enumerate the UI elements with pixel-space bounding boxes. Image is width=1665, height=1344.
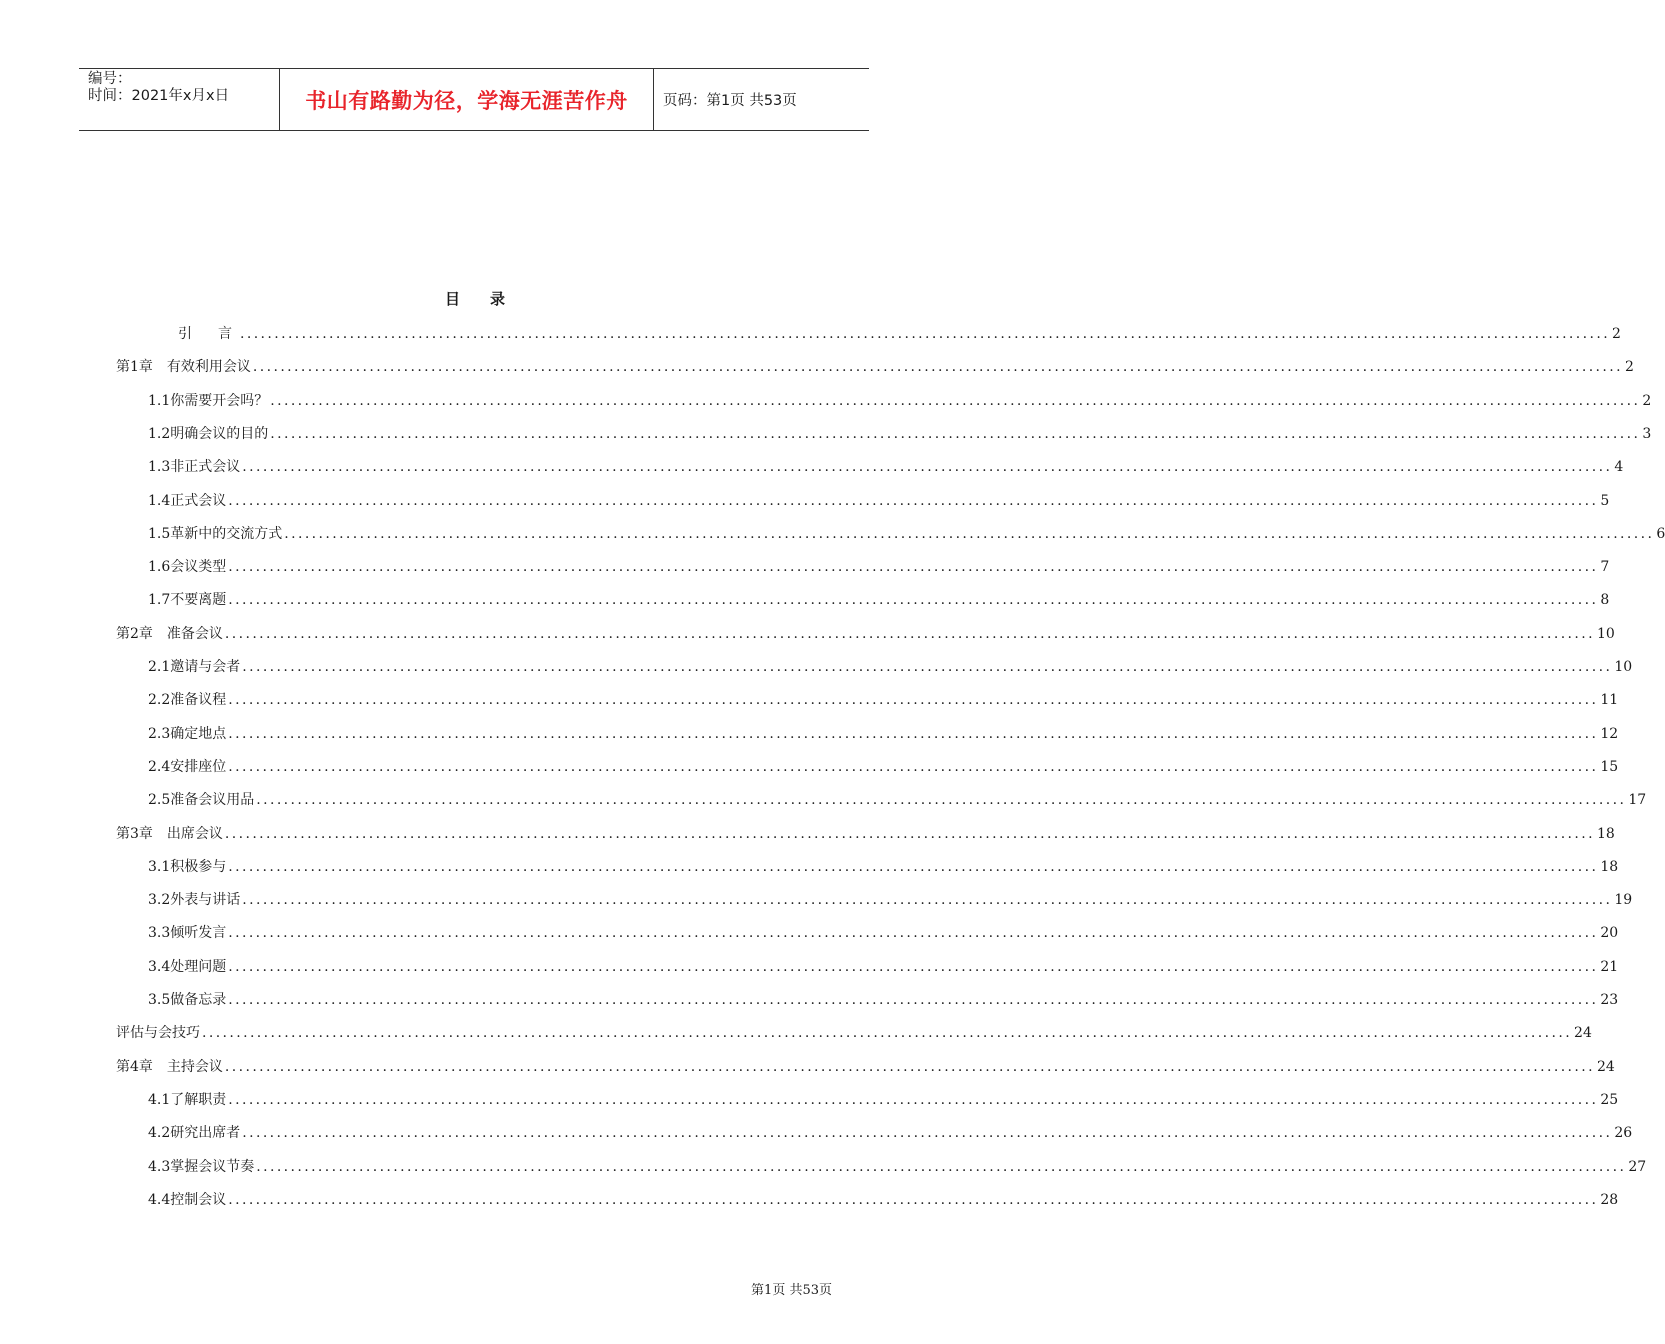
toc-leader-dots: ........................................................................................................................................................................................................ xyxy=(228,1192,1599,1208)
toc-entry[interactable] xyxy=(116,1023,1592,1043)
toc-entry-label: 1.3非正式会议 xyxy=(148,459,241,475)
toc-entry[interactable] xyxy=(148,491,1610,511)
toc-entry[interactable] xyxy=(148,724,1619,744)
toc-title: 目录 xyxy=(444,290,535,308)
toc-entry-page: 20 xyxy=(1600,925,1619,941)
toc-leader-dots: ........................................................................................................................................................................................................ xyxy=(270,393,1641,409)
toc-entry-label: 1.2明确会议的目的 xyxy=(148,426,269,442)
toc-entry-label: 4.4控制会议 xyxy=(148,1192,227,1208)
toc-entry-label: 3.4处理问题 xyxy=(148,959,227,975)
toc-entry-page: 15 xyxy=(1600,759,1619,775)
toc-leader-dots: ........................................................................................................................................................................................................ xyxy=(242,659,1613,675)
toc-entry-label: 第4章 主持会议 xyxy=(116,1059,223,1075)
toc-entry-label: 第2章 准备会议 xyxy=(116,626,223,642)
toc-entry[interactable] xyxy=(148,1090,1619,1110)
toc-entry-page: 5 xyxy=(1600,493,1610,509)
header-motto-cell xyxy=(280,69,654,130)
toc-entry-label: 第3章 出席会议 xyxy=(116,826,223,842)
toc-entry-label: 引 言 xyxy=(178,326,238,342)
toc-entry-page: 11 xyxy=(1600,692,1619,708)
toc-leader-dots: ........................................................................................................................................................................................................ xyxy=(256,792,1627,808)
toc-leader-dots: ........................................................................................................................................................................................................ xyxy=(242,1125,1613,1141)
toc-leader-dots: ........................................................................................................................................................................................................ xyxy=(228,759,1599,775)
toc-entry-page: 2 xyxy=(1612,326,1621,342)
toc-entry[interactable] xyxy=(148,657,1633,677)
toc-entry-page: 4 xyxy=(1614,459,1624,475)
toc-leader-dots: ........................................................................................................................................................................................................ xyxy=(252,359,1623,375)
toc-entry[interactable] xyxy=(148,757,1619,777)
toc-entry-label: 第1章 有效利用会议 xyxy=(116,359,251,375)
toc-entry-page: 10 xyxy=(1614,659,1633,675)
toc-leader-dots: ........................................................................................................................................................................................................ xyxy=(228,559,1599,575)
toc-entry-page: 27 xyxy=(1628,1159,1647,1175)
toc-entry[interactable] xyxy=(148,923,1619,943)
toc-leader-dots: ........................................................................................................................................................................................................ xyxy=(224,826,1595,842)
toc-leader-dots: ........................................................................................................................................................................................................ xyxy=(242,459,1613,475)
toc-leader-dots: ........................................................................................................................................................................................................ xyxy=(224,1059,1595,1075)
toc-entry-page: 2 xyxy=(1642,393,1652,409)
toc-entry-label: 3.1积极参与 xyxy=(148,859,227,875)
toc-entry-label: 2.2准备议程 xyxy=(148,692,227,708)
toc-entry-label: 4.3掌握会议节奏 xyxy=(148,1159,255,1175)
document-number: 编号： xyxy=(88,71,132,87)
toc-entry-page: 8 xyxy=(1600,592,1610,608)
toc-leader-dots: ........................................................................................................................................................................................................ xyxy=(228,959,1599,975)
toc-leader-dots: ........................................................................................................................................................................................................ xyxy=(270,426,1641,442)
header-page-number: 页码：第1页 共53页 xyxy=(663,93,797,109)
toc-entry[interactable] xyxy=(148,690,1619,710)
toc-leader-dots: ........................................................................................................................................................................................................ xyxy=(284,526,1655,542)
toc-entry-page: 23 xyxy=(1600,992,1619,1008)
toc-entry-label: 2.1邀请与会者 xyxy=(148,659,241,675)
toc-entry[interactable] xyxy=(116,357,1634,377)
toc-entry[interactable] xyxy=(148,1190,1619,1210)
toc-entry-page: 18 xyxy=(1596,826,1615,842)
toc-entry-label: 2.4安排座位 xyxy=(148,759,227,775)
toc-leader-dots: ........................................................................................................................................................................................................ xyxy=(228,692,1599,708)
toc-entry[interactable] xyxy=(148,790,1647,810)
toc-entry-page: 10 xyxy=(1596,626,1615,642)
toc-entry-label: 1.7不要离题 xyxy=(148,592,227,608)
toc-entry-label: 2.5准备会议用品 xyxy=(148,792,255,808)
toc-leader-dots: ........................................................................................................................................................................................................ xyxy=(228,992,1599,1008)
toc-entry[interactable] xyxy=(148,957,1619,977)
toc-entry-page: 25 xyxy=(1600,1092,1619,1108)
toc-entry-label: 3.2外表与讲话 xyxy=(148,892,241,908)
toc-entry-label: 3.5做备忘录 xyxy=(148,992,227,1008)
document-date: 时间：2021年x月x日 xyxy=(88,88,230,104)
toc-entry-page: 26 xyxy=(1614,1125,1633,1141)
toc-leader-dots: ........................................................................................................................................................................................................ xyxy=(202,1025,1573,1041)
toc-entry-page: 24 xyxy=(1596,1059,1615,1075)
toc-leader-dots: ........................................................................................................................................................................................................ xyxy=(228,726,1599,742)
toc-entry-label: 1.1你需要开会吗？ xyxy=(148,393,269,409)
toc-entry[interactable] xyxy=(178,324,1621,344)
toc-entry[interactable] xyxy=(148,857,1619,877)
header-meta xyxy=(79,69,280,130)
toc-leader-dots: ........................................................................................................................................................................................................ xyxy=(228,925,1599,941)
toc-entry-label: 1.4正式会议 xyxy=(148,493,227,509)
toc-entry-page: 7 xyxy=(1600,559,1610,575)
toc-entry-label: 2.3确定地点 xyxy=(148,726,227,742)
toc-entry[interactable] xyxy=(116,1057,1615,1077)
toc-leader-dots: ........................................................................................................................................................................................................ xyxy=(228,493,1599,509)
toc-entry[interactable] xyxy=(148,391,1652,411)
toc-entry[interactable] xyxy=(148,590,1610,610)
toc-entry-page: 28 xyxy=(1600,1192,1619,1208)
toc-entry[interactable] xyxy=(148,524,1665,544)
header-motto: 书山有路勤为径，学海无涯苦作舟 xyxy=(305,88,628,113)
toc-entry-label: 4.2研究出席者 xyxy=(148,1125,241,1141)
toc-entry[interactable] xyxy=(148,1157,1647,1177)
toc-entry-label: 1.6会议类型 xyxy=(148,559,227,575)
toc-entry[interactable] xyxy=(116,824,1615,844)
toc-entry-page: 3 xyxy=(1642,426,1652,442)
toc-entry[interactable] xyxy=(148,1123,1633,1143)
toc-entry[interactable] xyxy=(148,557,1610,577)
toc-leader-dots: ........................................................................................................................................................................................................ xyxy=(256,1159,1627,1175)
toc-entry-label: 3.3倾听发言 xyxy=(148,925,227,941)
toc-leader-dots: ........................................................................................................................................................................................................ xyxy=(228,592,1599,608)
toc-entry-page: 2 xyxy=(1624,359,1634,375)
page-header xyxy=(79,68,869,131)
toc-entry-label: 1.5革新中的交流方式 xyxy=(148,526,283,542)
toc-entry-label: 评估与会技巧 xyxy=(116,1025,200,1041)
toc-leader-dots: ........................................................................................................................................................................................................ xyxy=(242,892,1613,908)
toc-entry[interactable] xyxy=(148,990,1619,1010)
toc-entry-page: 12 xyxy=(1600,726,1619,742)
page-footer: 第1页 共53页 xyxy=(751,1283,832,1298)
toc-entry[interactable] xyxy=(148,890,1633,910)
toc-entry-page: 17 xyxy=(1628,792,1647,808)
header-page-cell xyxy=(654,69,869,130)
toc-entry-page: 19 xyxy=(1614,892,1633,908)
toc-entry-label: 4.1了解职责 xyxy=(148,1092,227,1108)
toc-entry-page: 21 xyxy=(1600,959,1619,975)
toc-entry[interactable] xyxy=(148,457,1624,477)
toc-leader-dots: ........................................................................................................................................................................................................ xyxy=(228,859,1599,875)
toc-leader-dots: ........................................................................................................................................................................................................ xyxy=(228,1092,1599,1108)
toc-leader-dots: ........................................................................................................................................................................................................ xyxy=(224,626,1595,642)
toc-entry-page: 6 xyxy=(1656,526,1665,542)
toc-entry-page: 24 xyxy=(1574,1025,1592,1041)
toc-entry-page: 18 xyxy=(1600,859,1619,875)
toc-leader-dots: ........................................................................................................................................................................................................ xyxy=(240,326,1611,342)
toc-entry[interactable] xyxy=(116,624,1615,644)
toc-entry[interactable] xyxy=(148,424,1652,444)
